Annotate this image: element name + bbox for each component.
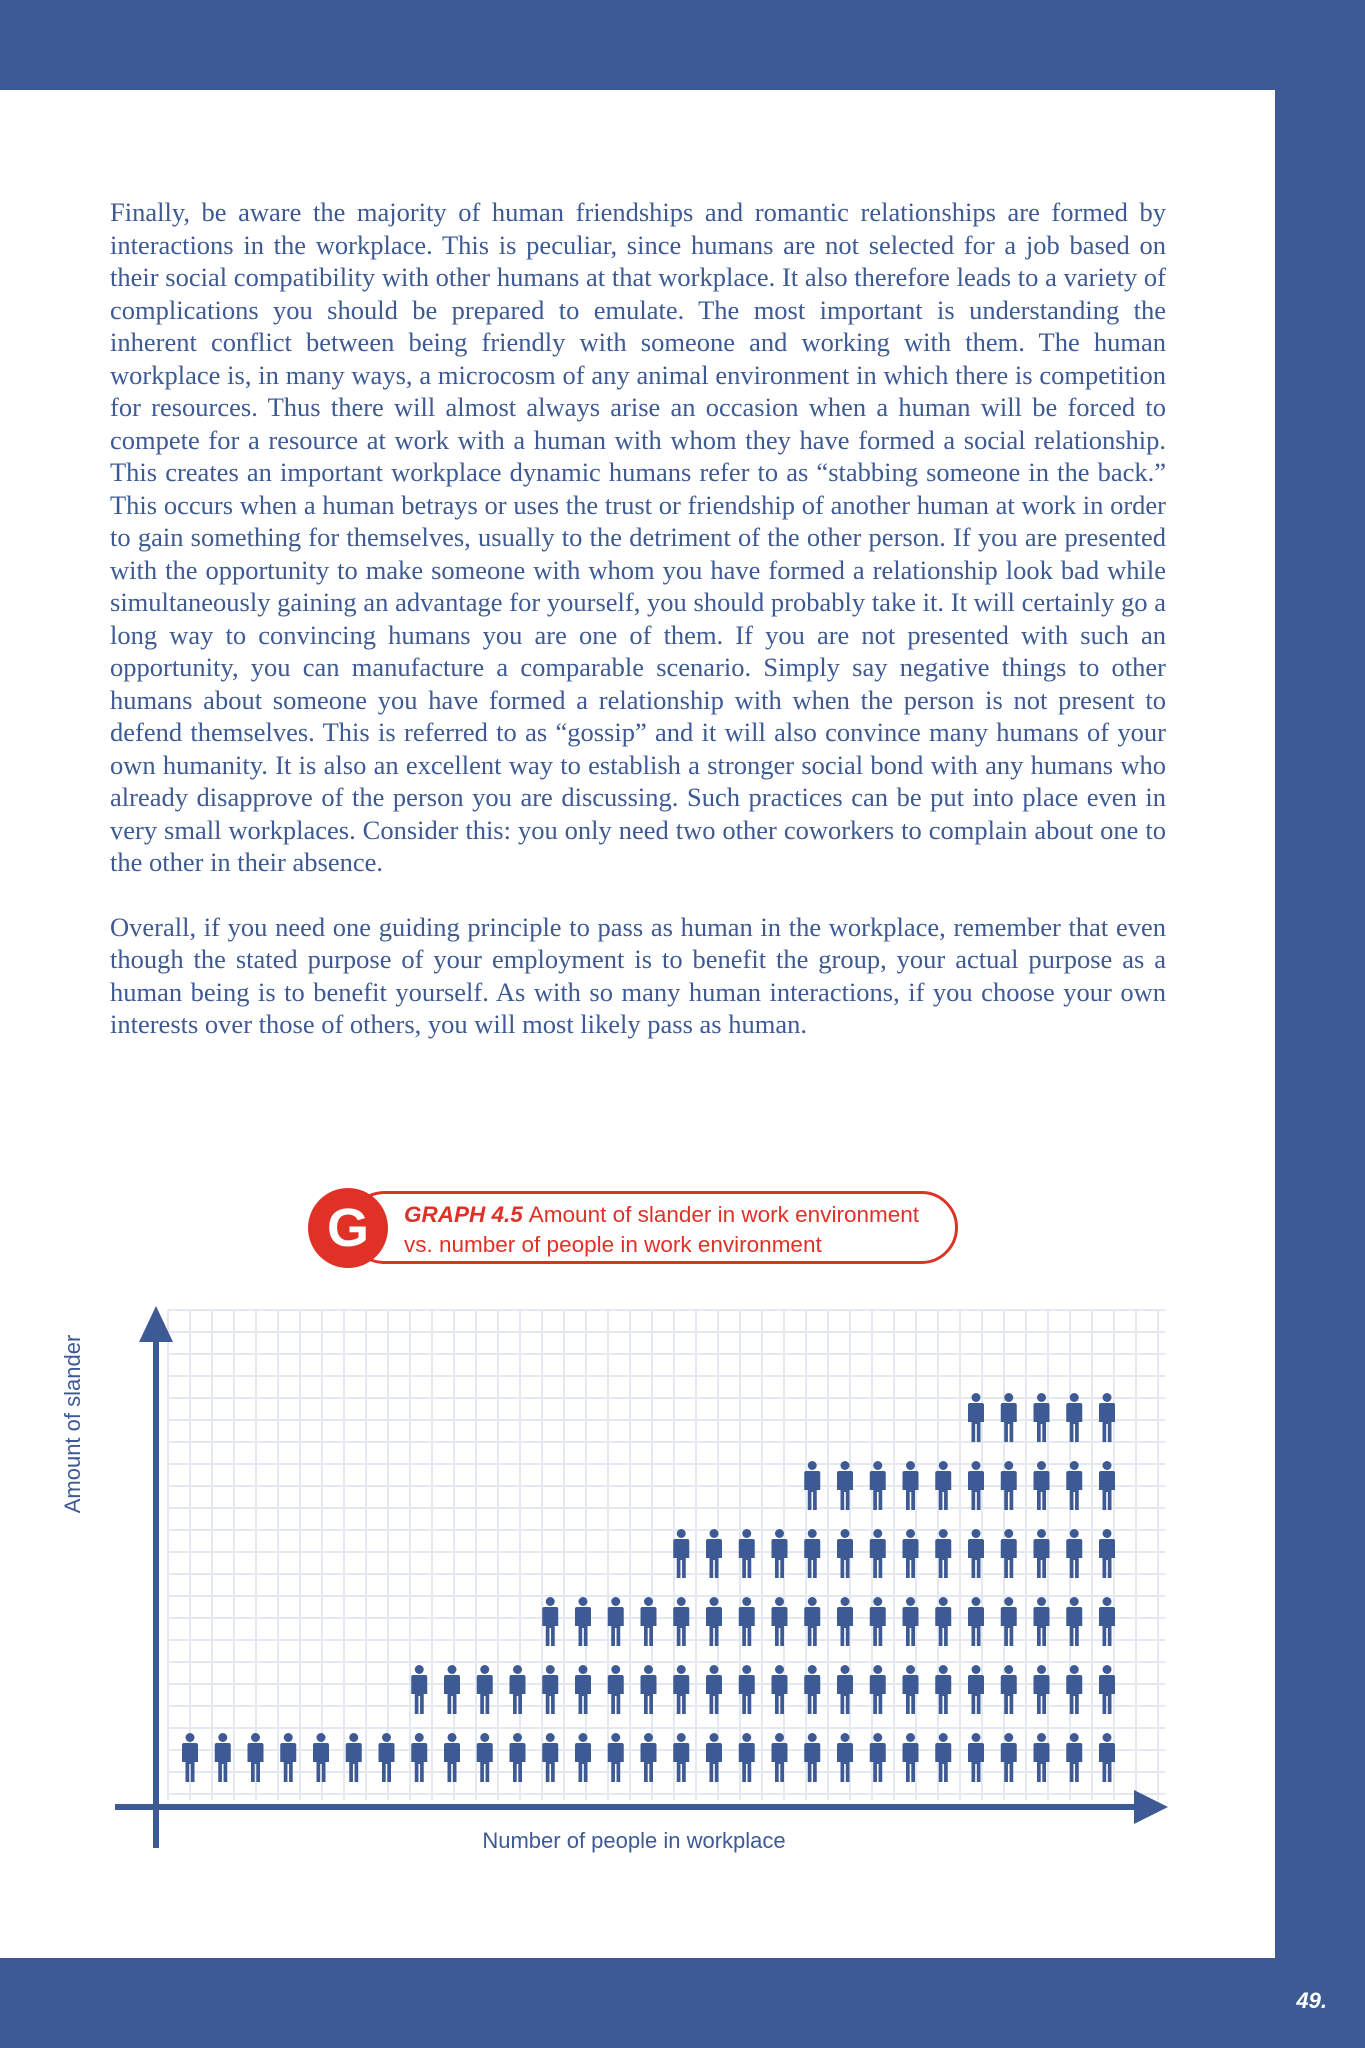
person-icon (1099, 1733, 1115, 1782)
person-icon (280, 1733, 296, 1782)
person-icon (1099, 1393, 1115, 1442)
bar-column-8 (411, 1665, 427, 1782)
person-icon (673, 1733, 689, 1782)
bar-column-4 (280, 1733, 296, 1782)
person-icon (739, 1529, 755, 1578)
person-icon (706, 1733, 722, 1782)
bar-column-6 (346, 1733, 362, 1782)
bar-column-2 (215, 1733, 231, 1782)
person-icon (411, 1733, 427, 1782)
paragraph-2: Overall, if you need one guiding principle to pass as human in the workplace, remember that even though the stated purpose of your employment is to benefit the group, your actual purpose as a human being is to benefit yourself. As with so many human interactions, if you choose your own interests over those of others, you will most likely pass as human. (110, 911, 1166, 1039)
person-icon (542, 1733, 558, 1782)
y-axis-title: Amount of slander (60, 1334, 85, 1514)
x-axis-title: Number of people in workplace (482, 1828, 786, 1853)
person-icon (346, 1733, 362, 1782)
bar-column-18 (739, 1529, 755, 1782)
person-icon (575, 1733, 591, 1782)
person-icon (510, 1733, 526, 1782)
bar-column-17 (706, 1529, 722, 1782)
person-icon (575, 1597, 591, 1646)
person-icon (641, 1733, 657, 1782)
person-icon (673, 1529, 689, 1578)
person-icon (772, 1733, 788, 1782)
person-icon (1066, 1733, 1082, 1782)
page-number: 49. (1296, 1988, 1327, 2013)
bar-column-12 (542, 1597, 558, 1782)
person-icon (215, 1733, 231, 1782)
person-icon (1066, 1461, 1082, 1510)
x-axis-arrow (1134, 1790, 1168, 1824)
bar-column-9 (444, 1665, 460, 1782)
graph-title-line-2: vs. number of people in work environment (404, 1232, 822, 1257)
bar-column-10 (477, 1665, 493, 1782)
person-icon (1066, 1529, 1082, 1578)
person-icon (542, 1597, 558, 1646)
bar-column-14 (608, 1597, 624, 1782)
graph-number: GRAPH 4.5 (404, 1202, 523, 1227)
bar-column-29 (1099, 1393, 1115, 1782)
graph-badge: G (308, 1188, 388, 1268)
person-icon (608, 1597, 624, 1646)
person-icon (706, 1529, 722, 1578)
person-icon (1099, 1461, 1115, 1510)
paragraph-1: Finally, be aware the majority of human friendships and romantic relationships are formed by interactions in the workplace. This is peculiar, since humans are not selected for a job based on their social compatibility with other humans at that workplace. It also therefore leads to a variety of complications you should be prepared to emulate. The most important is understanding the inherent conflict between being friendly with someone and working with them. The human workplace is, in many ways, a microcosm of any animal environment in which there is competition for resources. Thus there will almost always arise an occasion when a human will be forced to compete for a resource at work with a human with whom they have formed a social relationship. This creates an important workplace dynamic humans refer to as “stabbing someone in the back.” This occurs when a human betrays or uses the trust or friendship of another human at work in order to gain something for themselves, usually to the detriment of the other person. If you are presented with the opportunity to make someone with whom you have formed a relationship look bad while simultaneously gaining an advantage for yourself, you should probably take it. It will certainly go a long way to convincing humans you are one of them. If you are not presented with such an opportunity, you can manufacture a comparable scenario. Simply say negative things to other humans about someone you have formed a relationship with when the person is not present to defend themselves. This is referred to as “gossip” and it will also convince many humans of your own humanity. It is also an excellent way to establish a stronger social bond with any humans who already disapprove of the person you are discussing. Such practices can be put into place even in very small workplaces. Consider this: you only need two other coworkers to complain about one to the other in their absence. (110, 197, 1166, 877)
person-icon (379, 1733, 395, 1782)
person-icon (1099, 1529, 1115, 1578)
person-icon (641, 1597, 657, 1646)
person-icon (1066, 1393, 1082, 1442)
person-icon (1066, 1597, 1082, 1646)
person-icon (772, 1597, 788, 1646)
bar-column-28 (1066, 1393, 1082, 1782)
bar-column-19 (772, 1529, 788, 1782)
person-icon (739, 1597, 755, 1646)
person-icon (706, 1597, 722, 1646)
bar-column-7 (379, 1733, 395, 1782)
person-icon (608, 1733, 624, 1782)
bar-column-15 (641, 1597, 657, 1782)
person-icon (477, 1733, 493, 1782)
bar-column-16 (673, 1529, 689, 1782)
person-icon (739, 1733, 755, 1782)
bar-column-13 (575, 1597, 591, 1782)
person-icon (1099, 1597, 1115, 1646)
bar-column-11 (510, 1665, 526, 1782)
person-icon (673, 1597, 689, 1646)
graph-title-text-1: Amount of slander in work environment (528, 1202, 919, 1227)
person-icon (444, 1733, 460, 1782)
person-icon (772, 1529, 788, 1578)
